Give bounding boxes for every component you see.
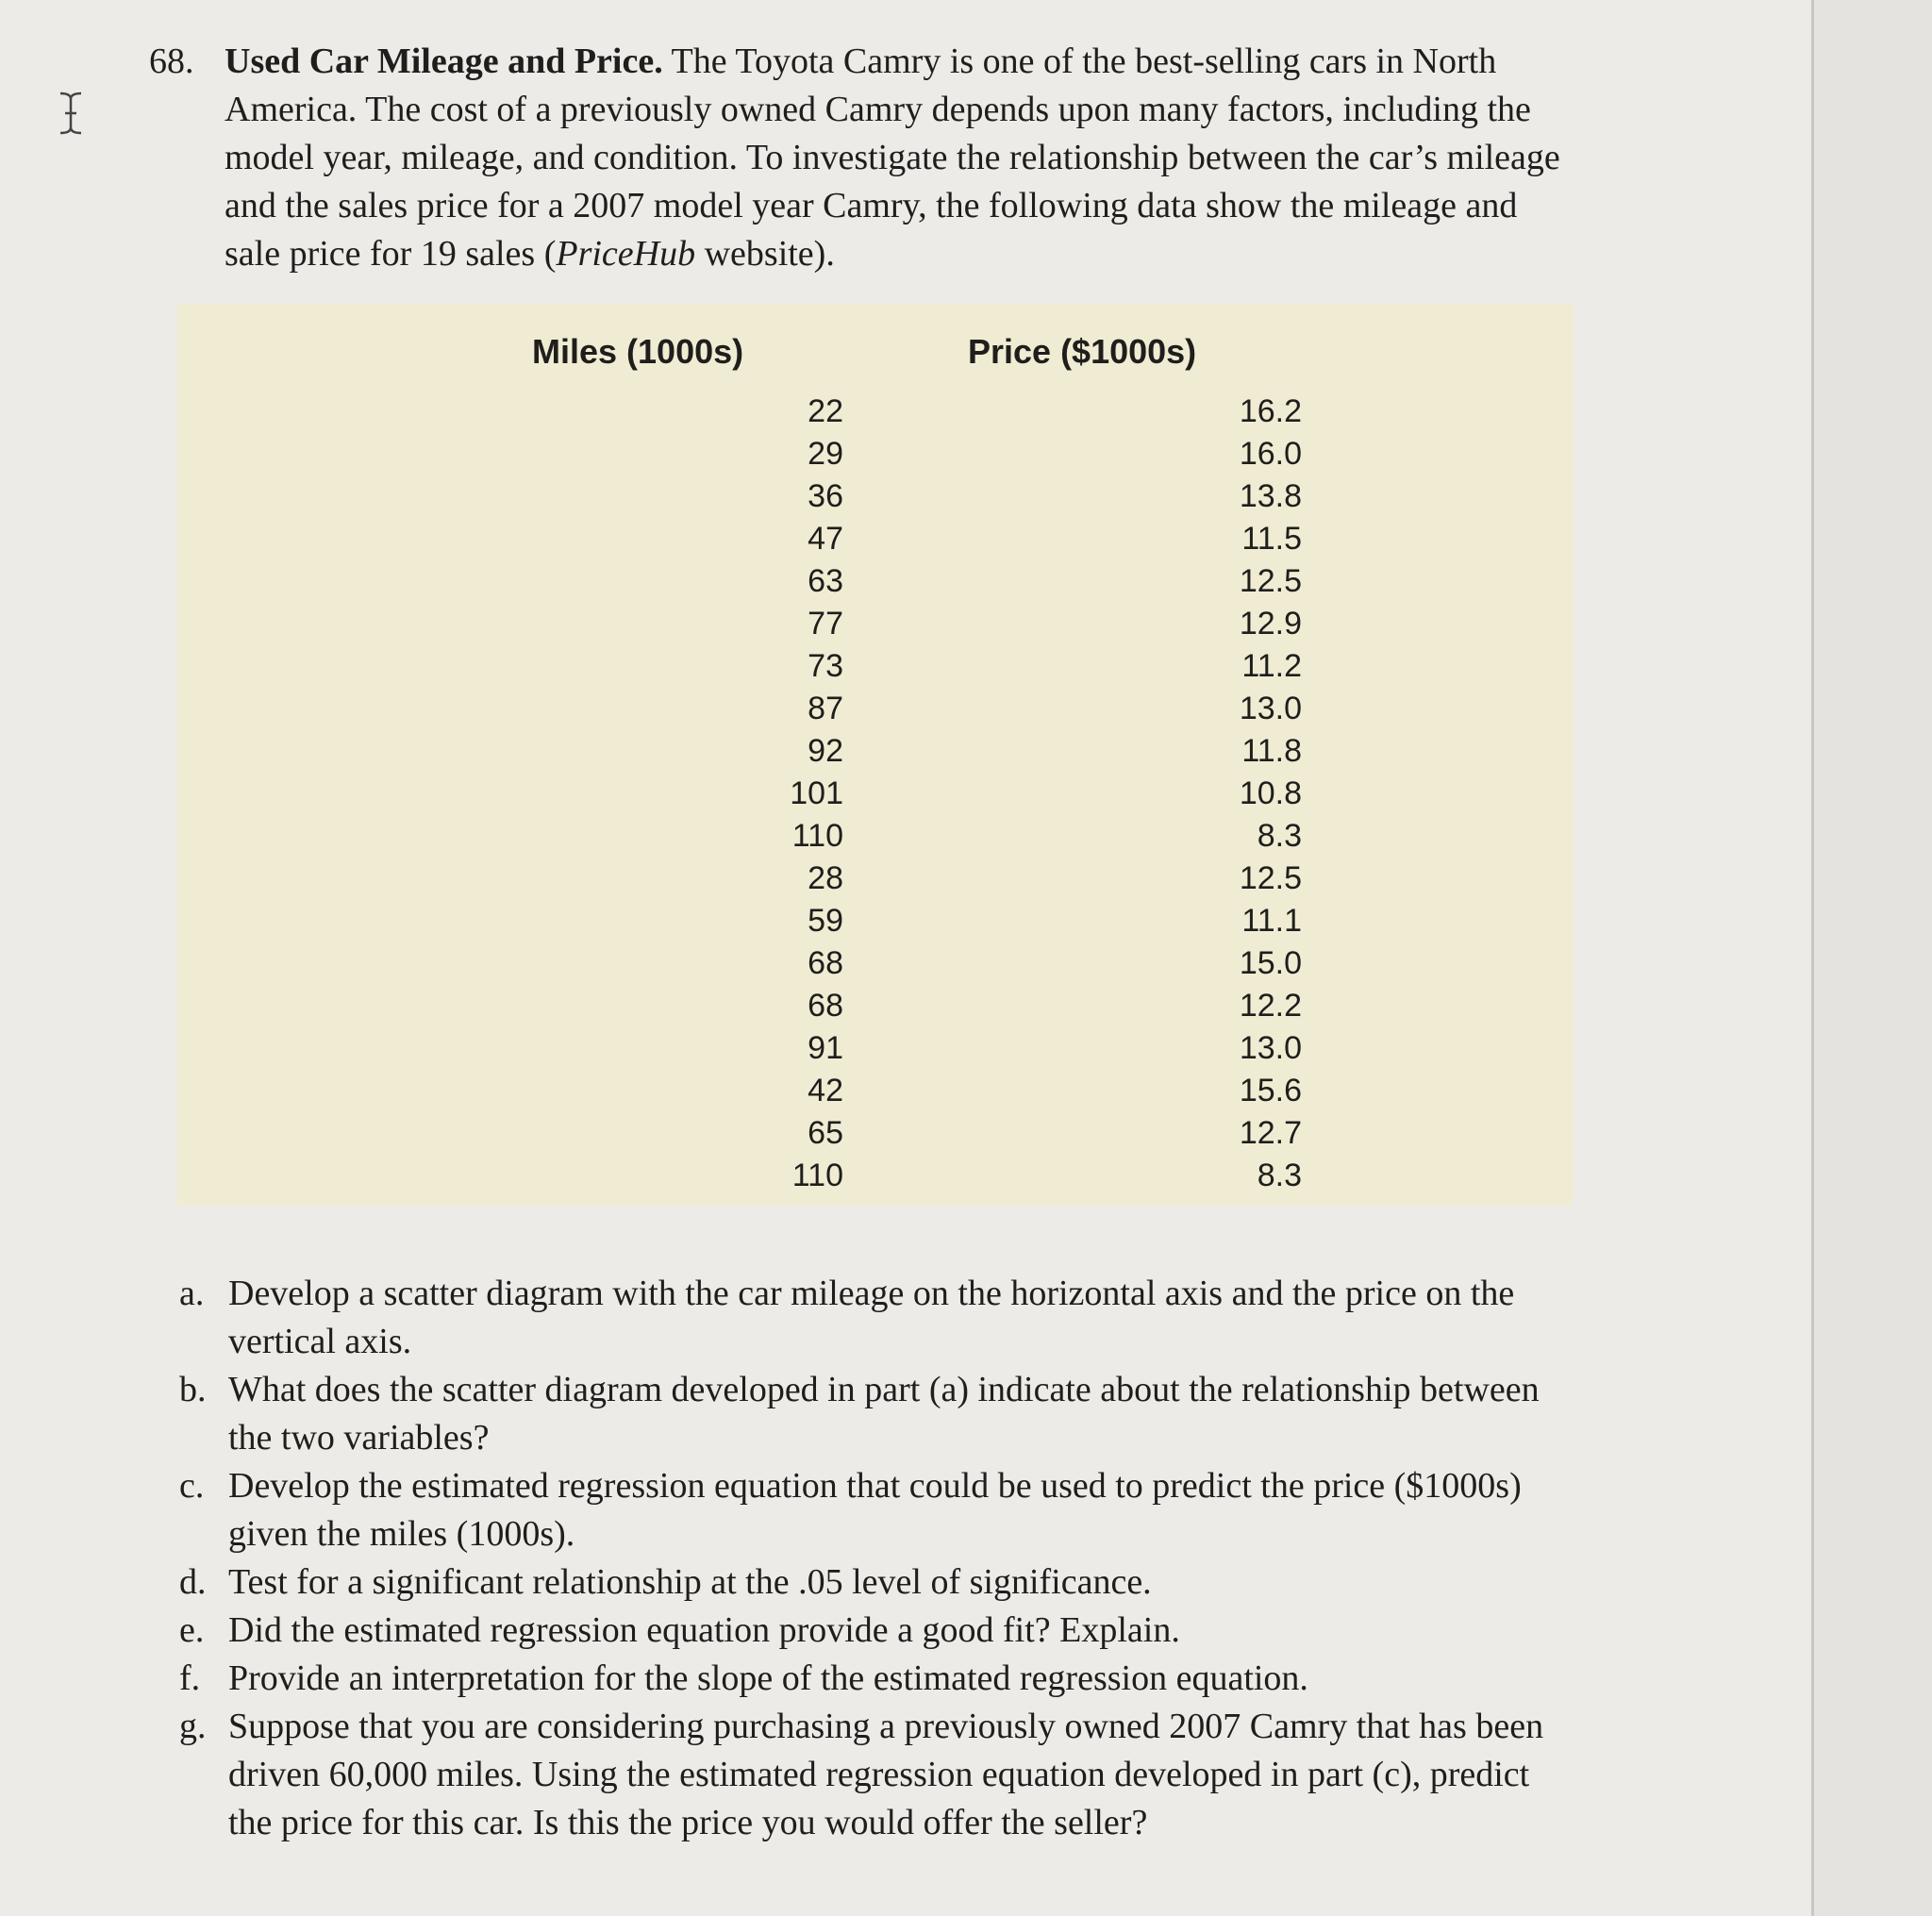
price-cell: 12.5 bbox=[1239, 860, 1302, 896]
question-item bbox=[179, 1270, 1575, 1366]
price-cell: 8.3 bbox=[1257, 1158, 1302, 1193]
miles-cell: 110 bbox=[791, 1158, 843, 1193]
problem-body bbox=[225, 38, 1564, 278]
miles-cell: 22 bbox=[808, 393, 843, 429]
problem-text-2: website). bbox=[695, 234, 835, 274]
question-text: Test for a significant relationship at the .05 level of significance. bbox=[228, 1562, 1152, 1602]
question-item bbox=[179, 1462, 1575, 1558]
miles-cell: 59 bbox=[808, 903, 843, 939]
miles-cell: 77 bbox=[808, 606, 843, 641]
miles-column bbox=[583, 391, 843, 1197]
miles-cell: 101 bbox=[790, 775, 843, 811]
question-item bbox=[179, 1607, 1575, 1655]
price-column bbox=[1026, 391, 1302, 1197]
question-text: Develop a scatter diagram with the car mileage on the horizontal axis and the price on the vertical axis. bbox=[228, 1274, 1515, 1361]
question-text: Develop the estimated regression equation that could be used to predict the price ($1000s) given the miles (1000s). bbox=[228, 1466, 1522, 1554]
problem-number: 68. bbox=[149, 42, 194, 81]
miles-cell: 29 bbox=[808, 436, 843, 472]
miles-cell: 73 bbox=[808, 648, 843, 684]
price-cell: 12.9 bbox=[1239, 606, 1302, 641]
question-item bbox=[179, 1655, 1575, 1703]
price-cell: 13.8 bbox=[1239, 478, 1302, 514]
problem-statement bbox=[149, 38, 1564, 278]
miles-cell: 68 bbox=[808, 945, 843, 981]
price-cell: 11.8 bbox=[1241, 733, 1302, 769]
question-letter: a. bbox=[179, 1274, 205, 1313]
price-cell: 12.5 bbox=[1239, 563, 1302, 599]
question-item bbox=[179, 1366, 1575, 1462]
miles-cell: 92 bbox=[808, 733, 843, 769]
miles-cell: 42 bbox=[808, 1073, 843, 1108]
miles-cell: 87 bbox=[808, 691, 843, 726]
price-cell: 15.0 bbox=[1239, 945, 1302, 981]
question-list bbox=[179, 1270, 1575, 1847]
question-letter: c. bbox=[179, 1466, 205, 1506]
miles-cell: 65 bbox=[808, 1115, 843, 1151]
problem-source: PriceHub bbox=[556, 234, 696, 274]
miles-header: Miles (1000s) bbox=[532, 332, 744, 371]
question-text: What does the scatter diagram developed in part (a) indicate about the relationship between the two variables? bbox=[228, 1370, 1540, 1458]
price-cell: 11.5 bbox=[1241, 521, 1302, 557]
price-cell: 8.3 bbox=[1257, 818, 1302, 854]
question-letter: d. bbox=[179, 1562, 207, 1602]
question-letter: e. bbox=[179, 1610, 205, 1650]
question-text: Did the estimated regression equation provide a good fit? Explain. bbox=[228, 1610, 1180, 1650]
price-cell: 13.0 bbox=[1239, 1030, 1302, 1066]
miles-cell: 68 bbox=[808, 988, 843, 1024]
miles-cell: 36 bbox=[808, 478, 843, 514]
price-cell: 16.2 bbox=[1239, 393, 1302, 429]
problem-text-1: The Toyota Camry is one of the best-selling cars in North America. The cost of a previously owned Camry depends upon many factors, including the model year, mileage, and condition. To investigate the relationship between the car’s mileage and the sales price for a 2007 model year Camry, the following data show the mileage and sale price for 19 sales ( bbox=[225, 42, 1560, 274]
miles-cell: 63 bbox=[808, 563, 843, 599]
page-edge bbox=[1811, 0, 1932, 1916]
price-cell: 13.0 bbox=[1239, 691, 1302, 726]
price-cell: 10.8 bbox=[1239, 775, 1302, 811]
problem-title: Used Car Mileage and Price. bbox=[225, 42, 663, 81]
question-letter: g. bbox=[179, 1707, 207, 1746]
price-cell: 12.2 bbox=[1239, 988, 1302, 1024]
miles-cell: 28 bbox=[808, 860, 843, 896]
question-letter: f. bbox=[179, 1658, 201, 1698]
question-letter: b. bbox=[179, 1370, 207, 1409]
data-table bbox=[177, 304, 1574, 1206]
price-cell: 16.0 bbox=[1239, 436, 1302, 472]
price-cell: 11.2 bbox=[1241, 648, 1302, 684]
price-cell: 12.7 bbox=[1239, 1115, 1302, 1151]
price-cell: 11.1 bbox=[1241, 903, 1302, 939]
question-item bbox=[179, 1703, 1575, 1847]
miles-cell: 91 bbox=[808, 1030, 843, 1066]
question-text: Provide an interpretation for the slope of the estimated regression equation. bbox=[228, 1658, 1308, 1698]
price-header: Price ($1000s) bbox=[968, 332, 1197, 371]
question-text: Suppose that you are considering purchasing a previously owned 2007 Camry that has been driven 60,000 miles. Using the estimated regression equation developed in part (c), predict the price for this car. Is this the price you would offer the seller? bbox=[228, 1707, 1544, 1842]
miles-cell: 47 bbox=[808, 521, 843, 557]
miles-cell: 110 bbox=[791, 818, 843, 854]
text-cursor-icon bbox=[57, 91, 85, 136]
question-item bbox=[179, 1558, 1575, 1607]
price-cell: 15.6 bbox=[1239, 1073, 1302, 1108]
